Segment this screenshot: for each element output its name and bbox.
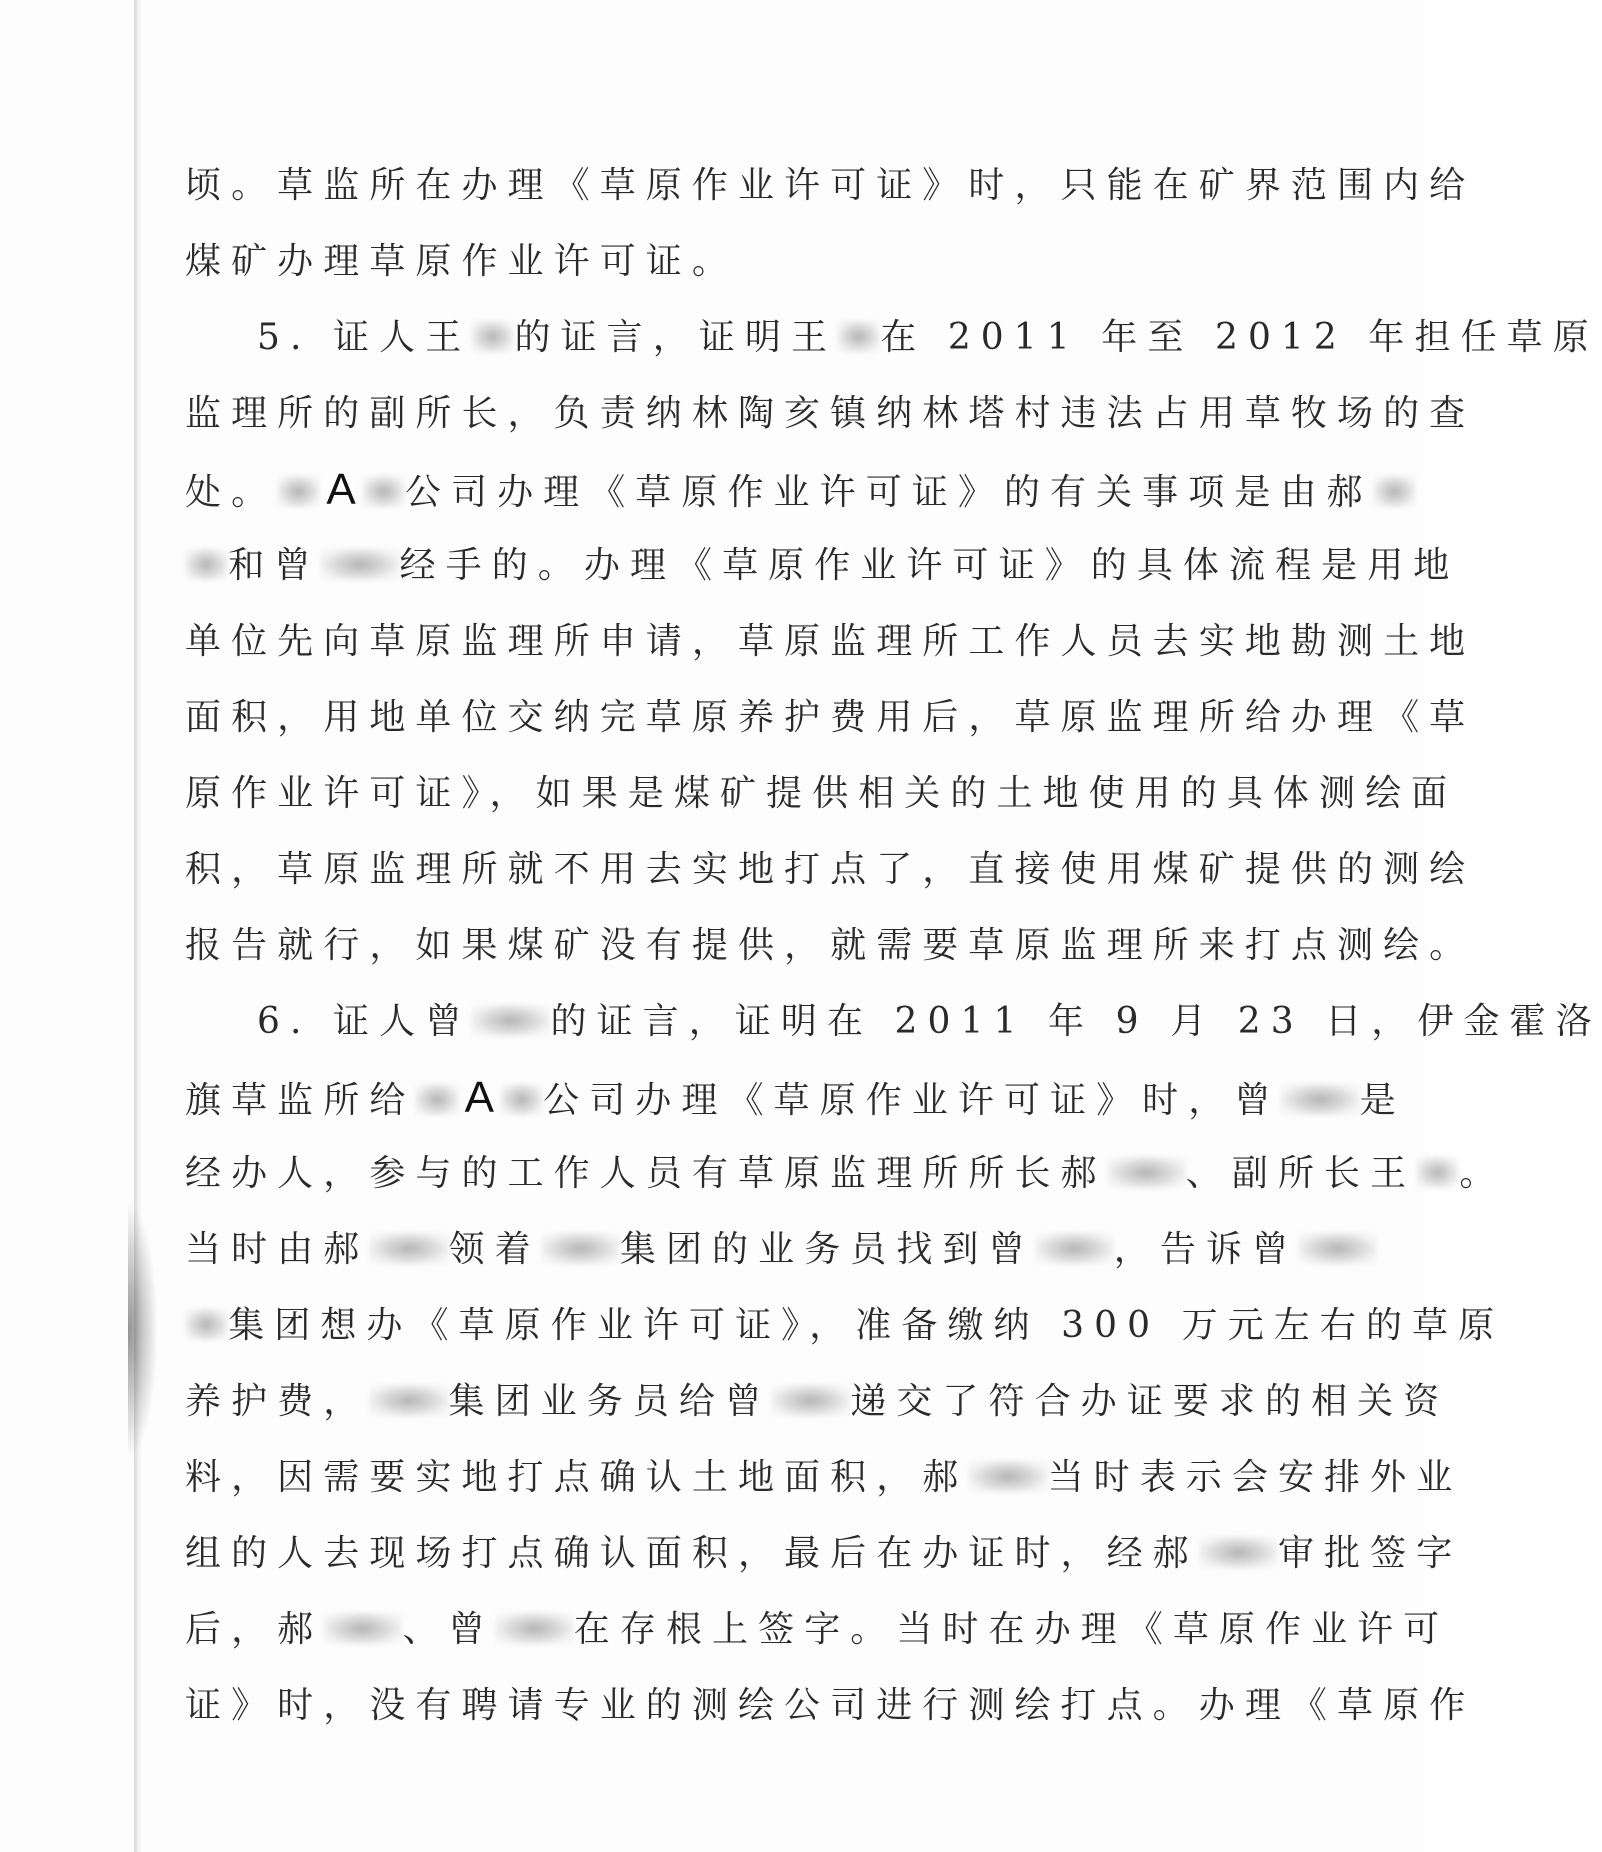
redaction-blur: [320, 548, 399, 580]
redaction-blur: [415, 1083, 458, 1115]
redaction-blur: [1107, 1156, 1186, 1188]
text-line: 积，草原监理所就不用去实地打点了，直接使用煤矿提供的测绘: [185, 849, 1476, 890]
text-line: 后，郝 、曾 在存根上签字。当时在办理《草原作业许可: [185, 1609, 1450, 1650]
redaction-blur: [185, 1308, 228, 1340]
page-edge-shadow: [134, 0, 142, 1852]
redaction-blur: [837, 320, 880, 352]
redaction-blur: [1373, 475, 1416, 507]
text-line: 和曾 经手的。办理《草原作业许可证》的具体流程是用地: [185, 528, 1265, 604]
text-line: 经办人，参与的工作人员有草原监理所所长郝 、副所长王 。: [185, 1153, 1506, 1194]
text-line: 面积，用地单位交纳完草原养护费用后，草原监理所给办理《草: [185, 697, 1476, 738]
redaction-blur: [968, 1460, 1047, 1492]
text-line: 监理所的副所长，负责纳林陶亥镇纳林塔村违法占用草牧场的查: [185, 393, 1476, 434]
redaction-blur: [541, 1232, 620, 1264]
text-line: 料，因需要实地打点确认土地面积，郝 当时表示会安排外业: [185, 1457, 1463, 1498]
binding-shadow: [128, 1200, 158, 1460]
redaction-mark: A: [326, 465, 356, 514]
redaction-blur: [1298, 1232, 1377, 1264]
document-body: [185, 148, 1602, 1744]
text-line: 处。 A 公司办理《草原作业许可证》的有关事项是由郝: [185, 452, 1265, 528]
redaction-mark: A: [464, 1073, 494, 1122]
redaction-blur: [1199, 1536, 1278, 1568]
redaction-blur: [369, 1232, 448, 1264]
text-line: 证》时，没有聘请专业的测绘公司进行测绘打点。办理《草原作: [185, 1685, 1476, 1726]
redaction-blur: [500, 1083, 543, 1115]
redaction-blur: [1416, 1156, 1459, 1188]
text-line: 养护费， 集团业务员给曾 递交了符合办证要求的相关资: [185, 1381, 1450, 1422]
redaction-blur: [1280, 1083, 1359, 1115]
text-line: 旗草监所给 A 公司办理《草原作业许可证》时，曾 是: [185, 1060, 1265, 1136]
text-line: 报告就行，如果煤矿没有提供，就需要草原监理所来打点测绘。: [185, 925, 1476, 966]
redaction-blur: [185, 548, 228, 580]
text-line: 原作业许可证》，如果是煤矿提供相关的土地使用的具体测绘面: [185, 773, 1458, 814]
text-line: 煤矿办理草原作业许可证。: [185, 241, 738, 282]
redaction-blur: [1035, 1232, 1114, 1264]
redaction-blur: [771, 1384, 850, 1416]
redaction-blur: [277, 475, 320, 507]
redaction-blur: [471, 1004, 550, 1036]
paragraph-6-start: 6. 证人曾 的证言，证明在 2011 年 9 月 23 日，伊金霍洛: [257, 1001, 1602, 1042]
text-line: 顷。草监所在办理《草原作业许可证》时，只能在矿界范围内给: [185, 165, 1476, 206]
redaction-blur: [362, 475, 405, 507]
text-line: 单位先向草原监理所申请，草原监理所工作人员去实地勘测土地: [185, 621, 1476, 662]
redaction-blur: [495, 1612, 574, 1644]
text-line: 集团想办《草原作业许可证》，准备缴纳 300 万元左右的草原: [185, 1288, 1265, 1364]
redaction-blur: [369, 1384, 448, 1416]
redaction-blur: [471, 320, 514, 352]
paragraph-5-start: 5. 证人王 的证言，证明王 在 2011 年至 2012 年担任草原: [257, 317, 1599, 358]
text-line: 当时由郝 领着 集团的业务员找到曾 ，告诉曾: [185, 1212, 1265, 1288]
redaction-blur: [323, 1612, 402, 1644]
text-line: 组的人去现场打点确认面积，最后在办证时，经郝 审批签字: [185, 1533, 1463, 1574]
